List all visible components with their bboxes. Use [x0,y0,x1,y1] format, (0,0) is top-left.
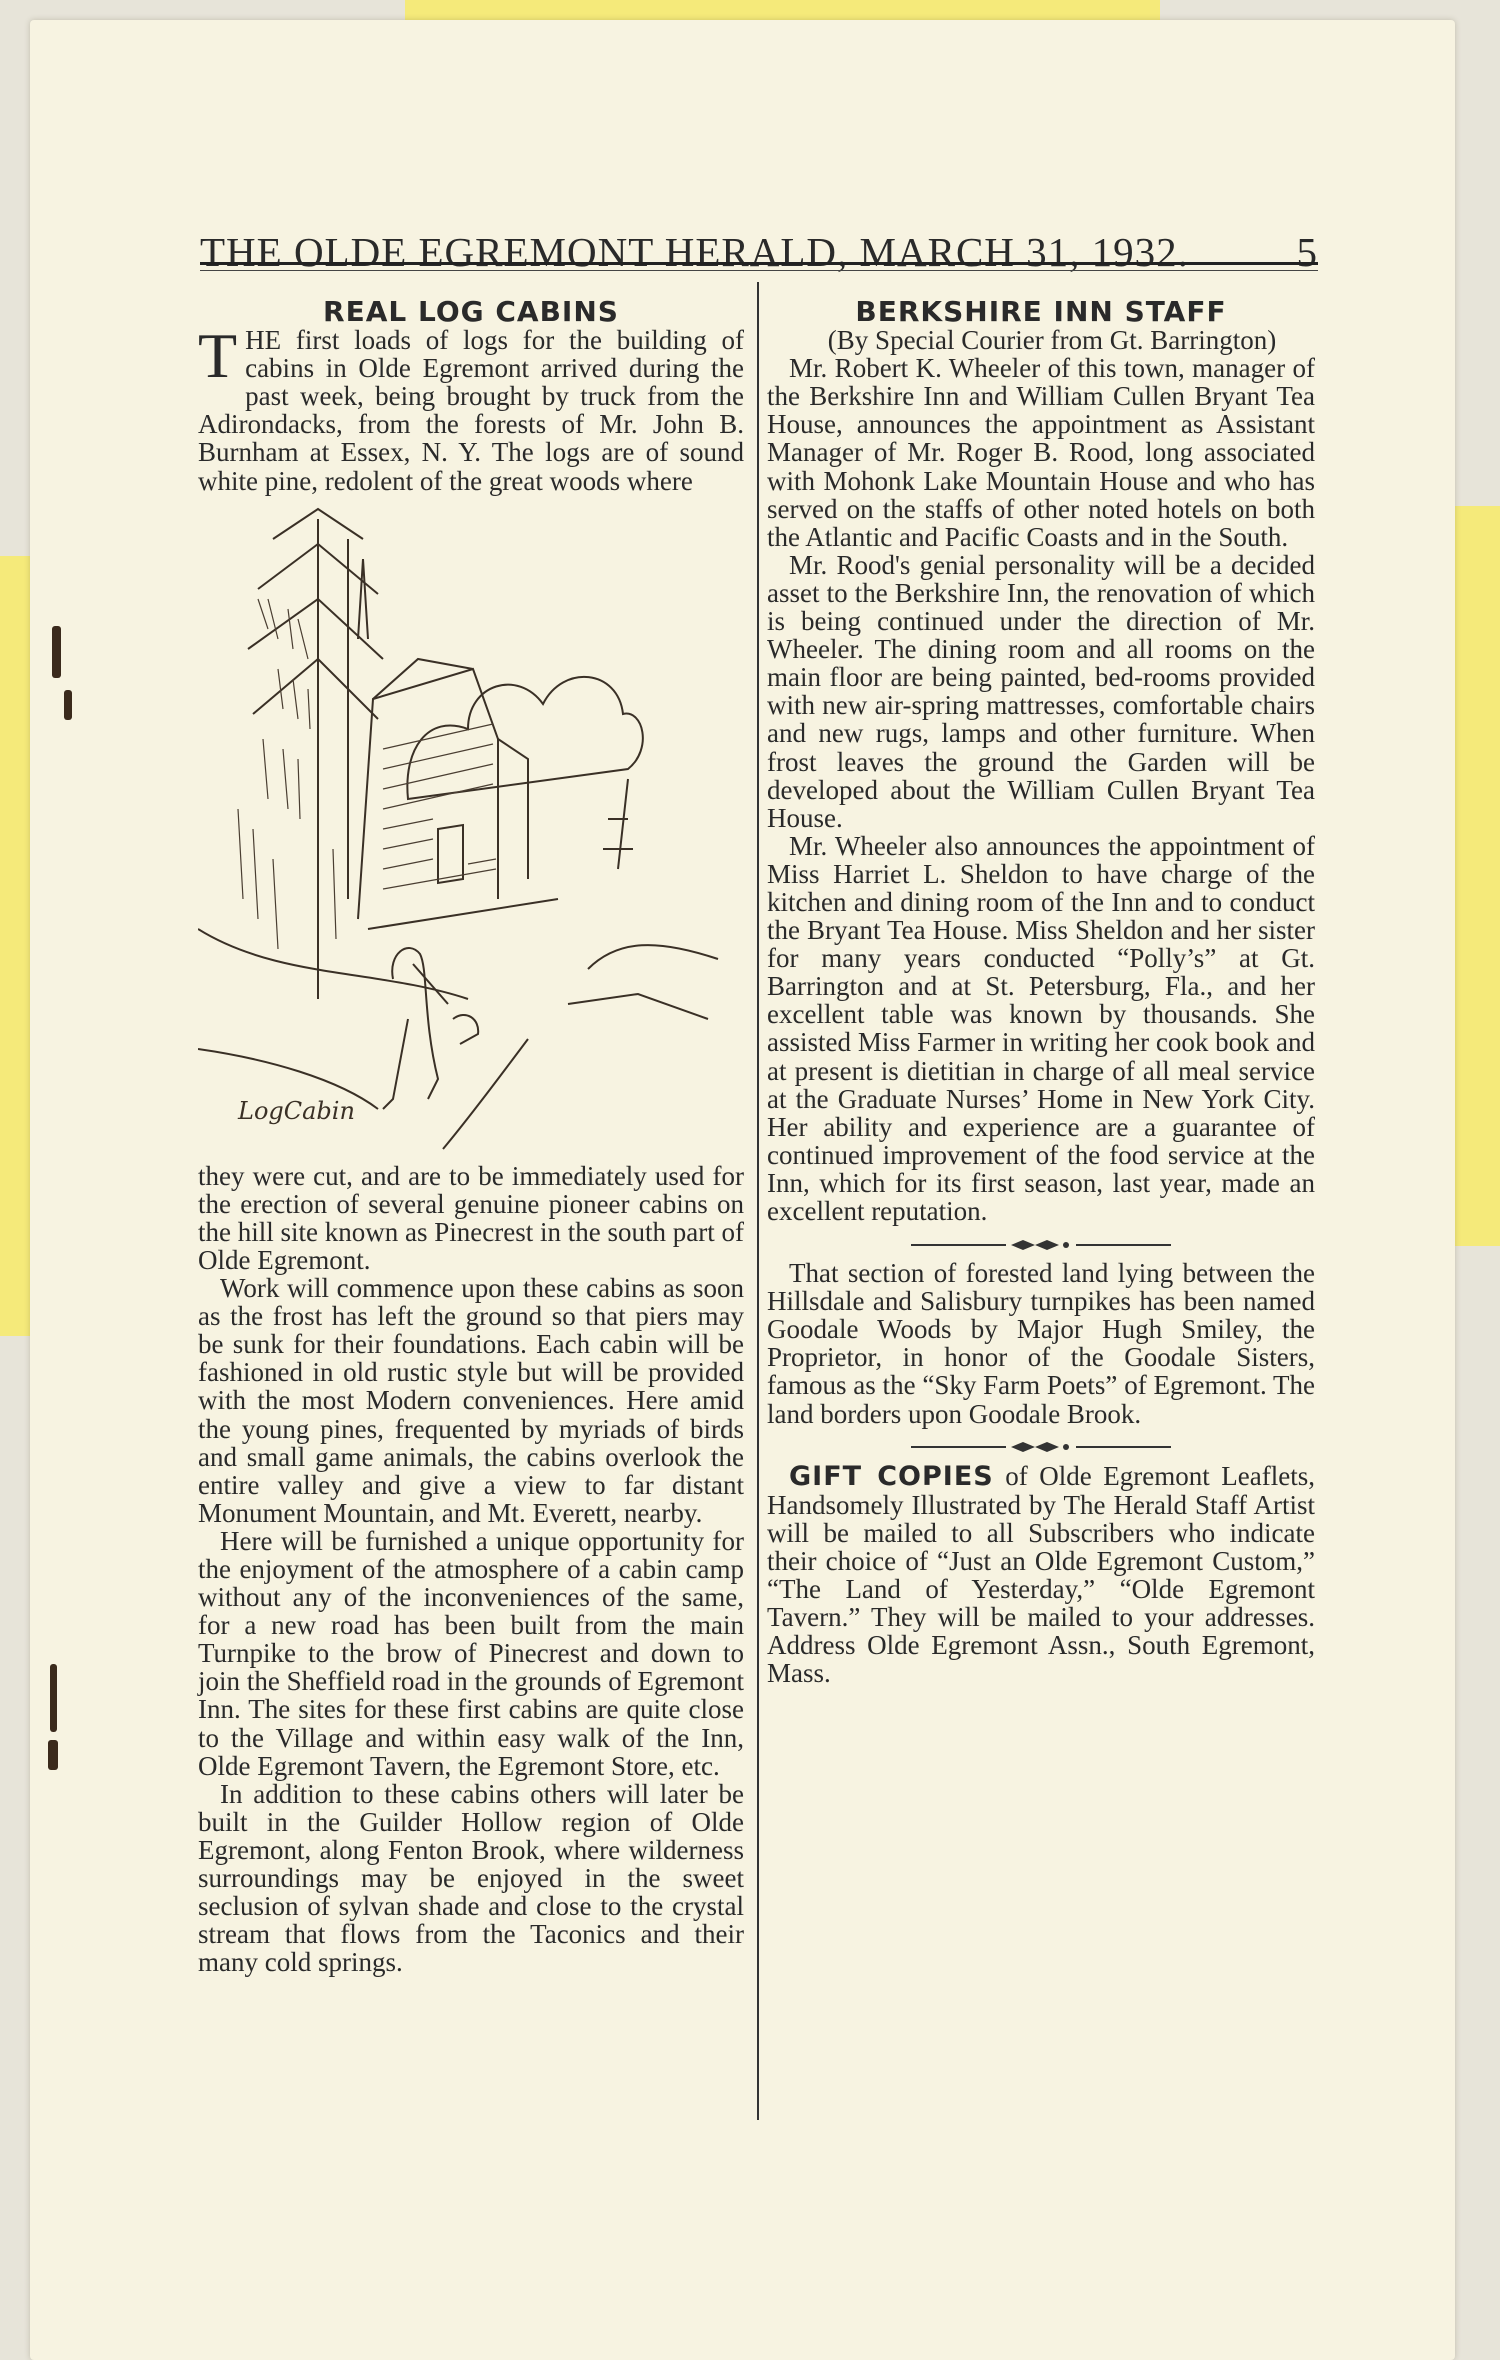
masthead [200,214,1318,276]
binding-mark [48,1740,58,1770]
log-cabin-illustration [198,499,744,1154]
binding-mark [64,690,72,720]
binding-mark [50,1664,57,1732]
gift-copies-text: of Olde Egremont Leaflets, Handsomely Illustrated by The Herald Staff Artist will be mailed to all Subscribers who indicate their choice of “Just an Olde Egremont Custom,” “The Land of Yesterday,” “Olde Egremont Tavern.” They will be mailed to your addresses. Address Olde Egremont Assn., South Egremont, Mass. [767,1460,1315,1689]
intro-text: HE first loads of logs for the building of cabins in Olde Egremont arrived during the past week, being brought by truck from the Adirondacks, from the forests of Mr. John B. Burnham at Essex, N. Y. The logs are of sound white pine, redolent of the great woods where [198,325,744,496]
article-paragraph: Work will commence upon these cabins as soon as the frost has left the ground so that piers may be sunk for their foundations. Each cabin will be fashioned in old rustic style but will be provided with the most Modern conveniences. Here amid the young pines, frequented by myriads of birds and small game animals, the cabins overlook the entire valley and give a view to far distant Monument Mountain, and Mt. Everett, nearby. [198,1273,744,1528]
article-subheading: (By Special Courier from Gt. Barrington) [827,325,1277,356]
page-number: 5 [1296,229,1318,275]
gift-copies-lead: GIFT COPIES [789,1460,994,1492]
masthead-rule-thin [200,270,1318,271]
illustration-caption: LogCabin [238,1096,355,1125]
article-paragraph: Mr. Robert K. Wheeler of this town, manager of the Berkshire Inn and William Cullen Bryant Tea House, announces the appointment as Assistant Manager of Mr. Roger B. Rood, long associated with Mohonk Lake Mountain House and who has served on the staffs of other noted hotels on both the Atlantic and Pacific Coasts and in the South. [767,353,1315,552]
gift-copies-notice [767,1462,1315,1688]
right-column [767,295,1315,1689]
article-paragraph: they were cut, and are to be immediately used for the erection of several genuine pioneer cabins on the hill site known as Pinecrest in the south part of Olde Egremont. [198,1160,744,1275]
article-intro [198,320,744,496]
article-paragraph: Here will be furnished a unique opportunity for the enjoyment of the atmosphere of a cabin camp without any of the inconveniences of the same, for a new road has been built from the main Turnpike to the brow of Pinecrest and down to join the Sheffield road in the grounds of Egremont Inn. The sites for these first cabins are quite close to the Village and within easy walk of the Inn, Olde Egremont Tavern, the Egremont Store, etc. [198,1525,744,1781]
left-column [198,295,744,1978]
masthead-title: THE OLDE EGREMONT HERALD, MARCH 31, 1932. [200,229,1189,275]
article-heading: REAL LOG CABINS [323,295,619,328]
article-paragraph: Mr. Rood's genial personality will be a decided asset to the Berkshire Inn, the renovation of which is being continued under the direction of Mr. Wheeler. The dining room and all rooms on the main floor are being painted, bed-rooms provided with new air-spring mattresses, comfortable chairs and new rugs, lamps and other furniture. When frost leaves the ground the Garden will be developed about the William Cullen Bryant Tea House. [767,549,1315,833]
ornament-divider [767,1225,1315,1259]
article-paragraph: That section of forested land lying between the Hillsdale and Salisbury turnpikes has been named Goodale Woods by Major Hugh Smiley, the Proprietor, in honor of the Goodale Sisters, famous as the “Sky Farm Poets” of Egremont. The land borders upon Goodale Brook. [767,1258,1315,1429]
article-heading: BERKSHIRE INN STAFF [855,295,1227,328]
binding-mark [52,626,61,678]
column-divider [757,282,759,2120]
masthead-rule [200,262,1318,265]
article-paragraph: Mr. Wheeler also announces the appointment of Miss Harriet L. Sheldon to have charge of the kitchen and dining room of the Inn and to conduct the Bryant Tea House. Miss Sheldon and her sister for many years conducted “Polly’s” at Gt. Barrington and at St. Petersburg, Fla., and her excellent table was known by thousands. She assisted Miss Farmer in writing her cook book and at present is dietitian in charge of all meal service at the Graduate Nurses’ Home in New York City. Her ability and experience are a guarantee of continued improvement of the food service at the Inn, which for its first season, last year, made an excellent reputation. [767,830,1315,1226]
ornament-divider [767,1428,1315,1462]
article-paragraph: In addition to these cabins others will later be built in the Guilder Hollow region of Olde Egremont, along Fenton Brook, where wilderness surroundings may be enjoyed in the sweet seclusion of sylvan shade and close to the crystal stream that flows from the Taconics and their many cold springs. [198,1778,744,1978]
drop-cap: T [198,320,238,392]
